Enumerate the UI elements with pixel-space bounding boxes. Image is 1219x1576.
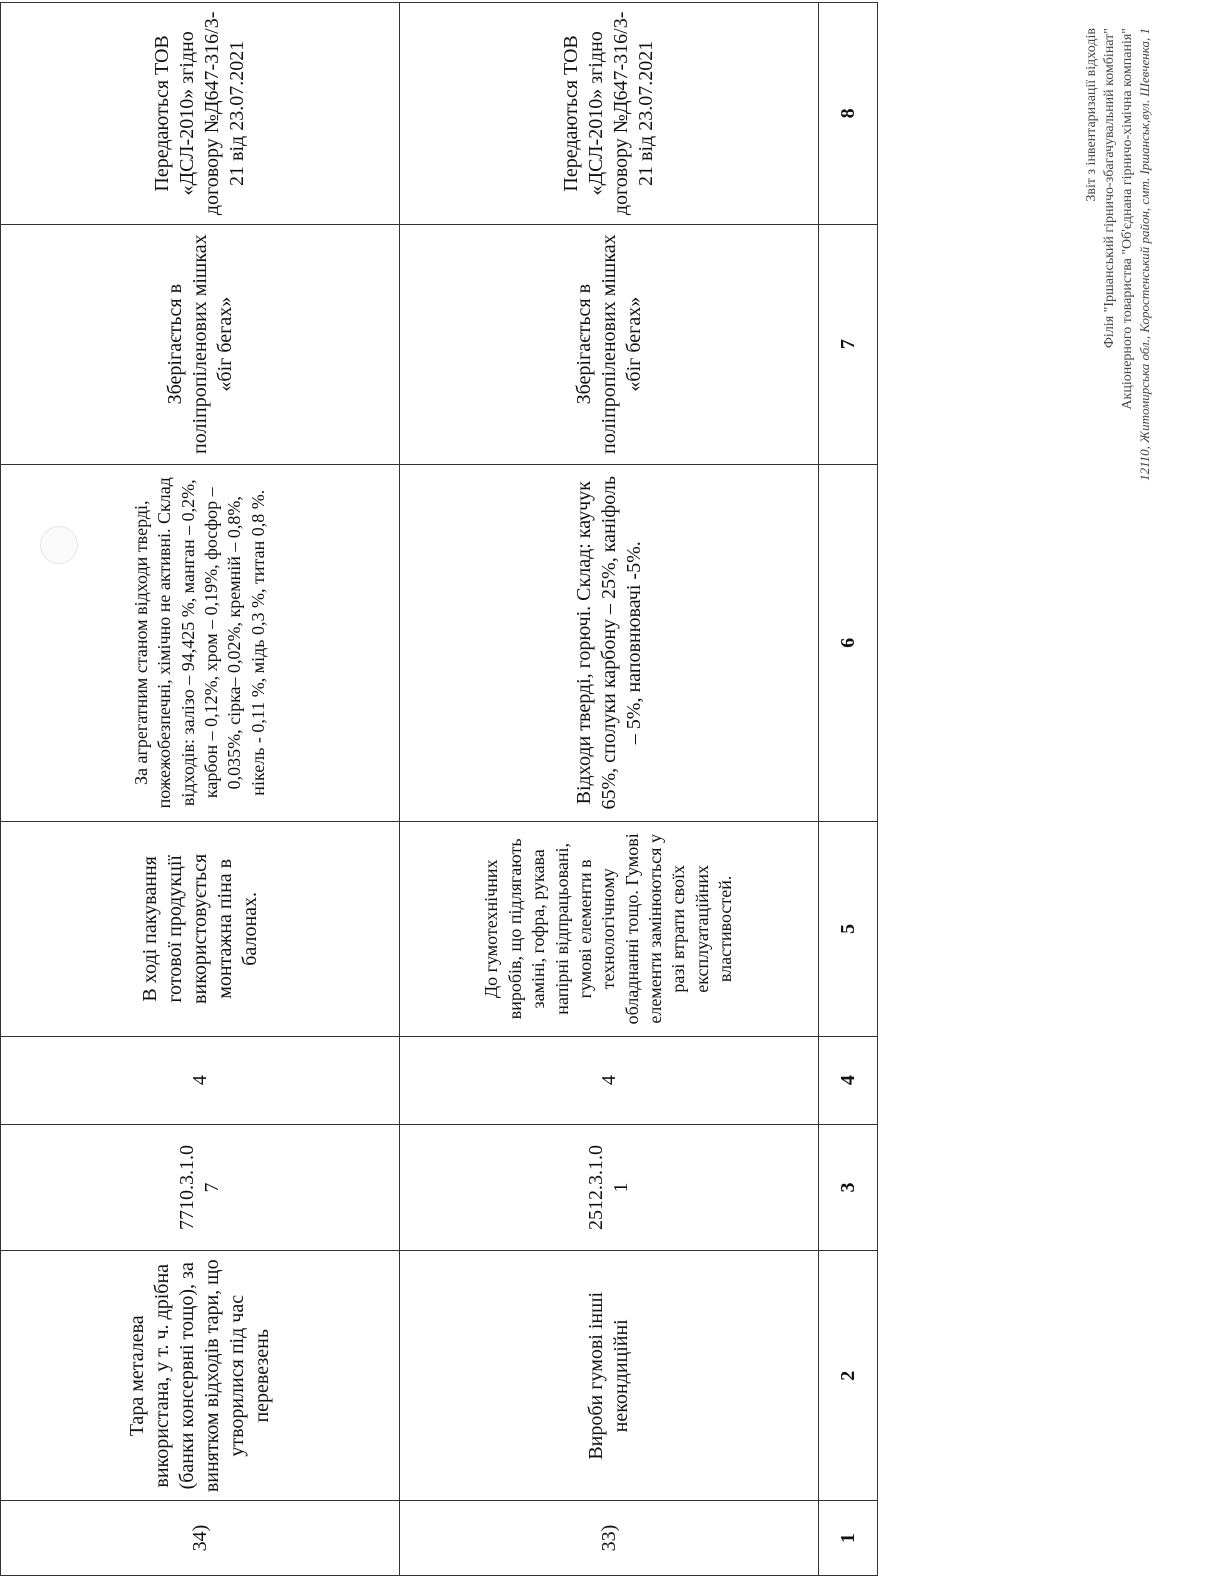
report-title: Звіт з інвентаризації відходів bbox=[1084, 28, 1099, 202]
row-number: 34) bbox=[1, 1501, 400, 1576]
waste-composition: Відходи тверді, горючі. Склад: каучук 65%, сполуки карбону – 25%, каніфоль – 5%, наповнювачі -5%. bbox=[400, 464, 819, 821]
column-number: 2 bbox=[819, 1251, 878, 1501]
waste-name: Вироби гумові інші некондиційні bbox=[400, 1251, 819, 1501]
scan-artifact bbox=[40, 526, 78, 564]
company-address: 12110, Житомирська обл., Коростенський район, смт. Іршанськ,вул. Шевченка, 1 bbox=[1137, 28, 1152, 481]
waste-inventory-table bbox=[0, 2, 878, 1576]
waste-disposal: Передаються ТОВ «ДСЛ-2010» згідно договору №Д647-316/3-21 від 23.07.2021 bbox=[1, 3, 400, 225]
waste-disposal: Передаються ТОВ «ДСЛ-2010» згідно договору №Д647-316/3-21 від 23.07.2021 bbox=[400, 3, 819, 225]
column-number-row bbox=[819, 3, 878, 1576]
waste-code: 2512.3.1.0 1 bbox=[400, 1124, 819, 1251]
waste-storage: Зберігається в поліпропіленових мішках «біг бегах» bbox=[1, 224, 400, 464]
table-row-34 bbox=[1, 3, 400, 1576]
row-number: 33) bbox=[400, 1501, 819, 1576]
column-number: 3 bbox=[819, 1124, 878, 1251]
waste-origin: До гумотехнічних виробів, що підлягають заміні, гофра, рукава напірні відпрацьовані, гумові елементи в технологічному обладнанні тощо. Гумові елементи замінюються у разі втрати своїх експлуатаційних властивостей. bbox=[400, 821, 819, 1036]
column-number: 4 bbox=[819, 1036, 878, 1124]
column-number: 6 bbox=[819, 464, 878, 821]
column-number: 7 bbox=[819, 224, 878, 464]
table-row-33 bbox=[400, 3, 819, 1576]
waste-composition: За агрегатним станом відходи тверді, пожежобезпечні, хімічно не активні. Склад відходів: залізо – 94,425 %, манган – 0,2%, карбон – 0,12%, хром – 0,19%, фосфор – 0,035%, сірка– 0,02%, кремній – 0,8%, нікель - 0,11 %, мідь 0,3 %, титан 0,8 %. bbox=[1, 464, 400, 821]
waste-name: Тара металева використана, у т. ч. дрібна (банки консервні тощо), за винятком відходів тари, що утворилися під час перевезень bbox=[1, 1251, 400, 1501]
company-name: Акціонерного товариства "Об'єднана гірничо-хімічна компанія" bbox=[1120, 28, 1135, 410]
hazard-class: 4 bbox=[1, 1036, 400, 1124]
column-number: 5 bbox=[819, 821, 878, 1036]
waste-storage: Зберігається в поліпропіленових мішках «біг бегах» bbox=[400, 224, 819, 464]
column-number: 8 bbox=[819, 3, 878, 225]
waste-origin: В ході пакування готової продукції використовується монтажна піна в балонах. bbox=[1, 821, 400, 1036]
branch-name: Філія "Іршанський гірничо-збагачувальний комбінат" bbox=[1102, 28, 1117, 349]
column-number: 1 bbox=[819, 1501, 878, 1576]
waste-code: 7710.3.1.0 7 bbox=[1, 1124, 400, 1251]
hazard-class: 4 bbox=[400, 1036, 819, 1124]
